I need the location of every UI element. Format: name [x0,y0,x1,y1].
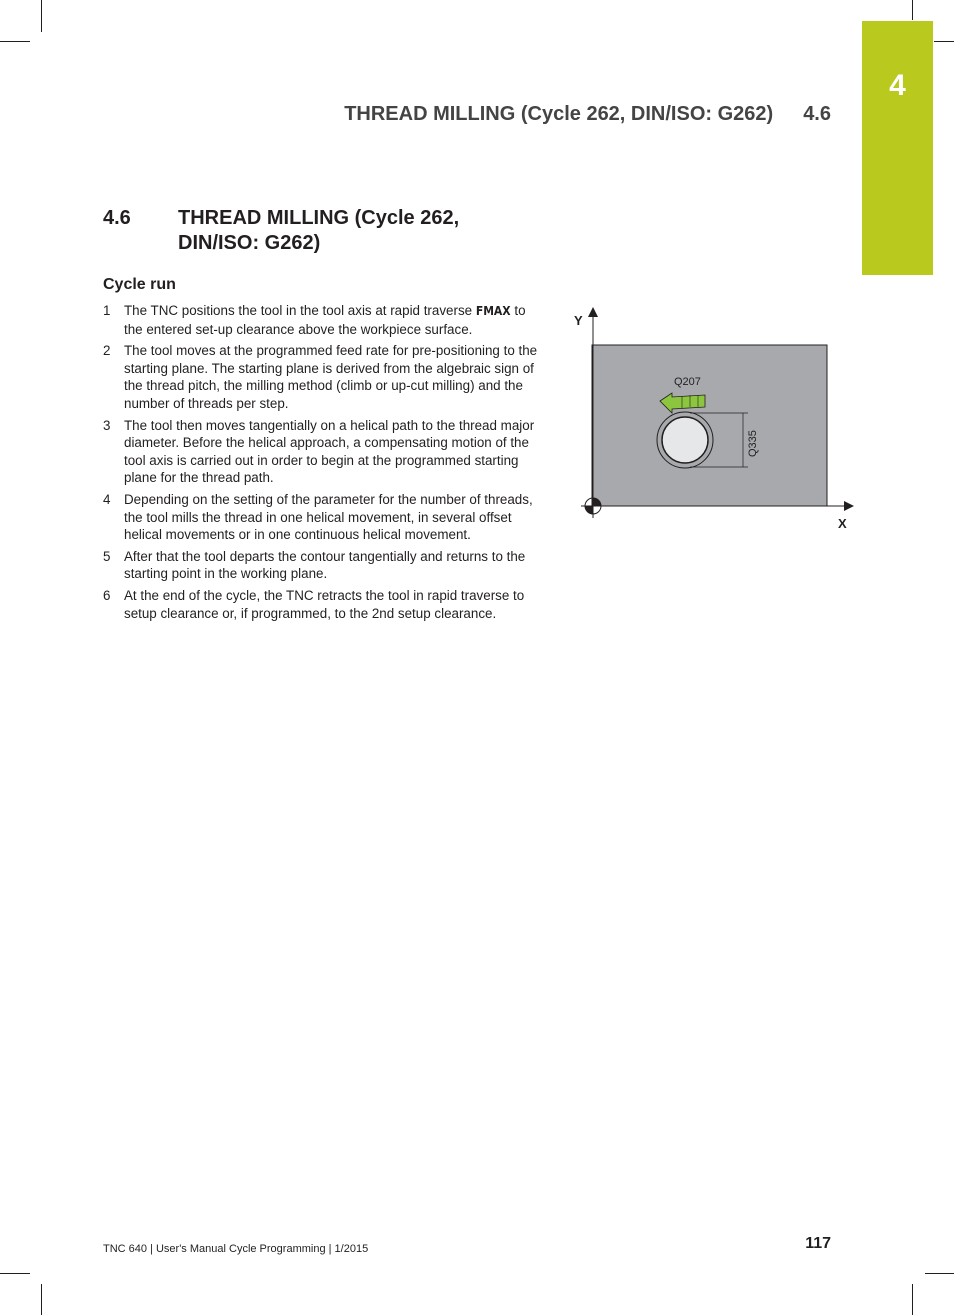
crop-mark [934,41,954,42]
step-text: After that the tool departs the contour tangentially and returns to the starting point in the working plane. [124,548,526,582]
crop-mark [912,1284,913,1315]
tool-circle [662,417,708,463]
q335-label: Q335 [747,430,759,457]
list-item [103,342,543,412]
step-text: The tool then moves tangentially on a helical path to the thread major diameter. Before the helical approach, a compensating motion of the tool axis is carried out in order to begin at the programmed starting plane for the thread path. [124,417,535,486]
list-item [103,587,543,622]
step-text: The TNC positions the tool in the tool axis at rapid traverse [124,303,476,318]
y-axis-label: Y [574,313,583,328]
chapter-number: 4 [889,69,906,102]
step-number: 1 [103,303,111,318]
crop-mark [41,0,42,32]
section-number: 4.6 [103,207,131,229]
cycle-steps-list [103,302,543,626]
page-number: 117 [805,1235,831,1252]
step-text: At the end of the cycle, the TNC retracts the tool in rapid traverse to setup clearance or, if programmed, to the 2nd setup clearance. [124,587,525,621]
thread-milling-diagram [570,305,855,535]
step-number: 6 [103,587,111,603]
section-heading: THREAD MILLING (Cycle 262, DIN/ISO: G262) [178,207,460,254]
running-head-title: THREAD MILLING (Cycle 262, DIN/ISO: G262) [344,103,774,125]
subheading: Cycle run [103,276,176,293]
step-text: to the entered set-up clearance above the workpiece surface. [124,303,526,337]
step-number: 5 [103,548,111,564]
footer-text: TNC 640 | User's Manual Cycle Programming | 1/2015 [103,1243,369,1255]
step-number: 3 [103,417,111,433]
crop-mark [0,1273,30,1274]
crop-mark [912,0,913,20]
crop-mark [925,1273,954,1274]
keyword-fmax: FMAX [475,304,511,318]
list-item [103,302,543,338]
list-item [103,417,543,487]
running-head [344,103,831,126]
chapter-tab [862,21,933,275]
list-item [103,548,543,583]
step-number: 2 [103,343,111,359]
crop-mark [41,1284,42,1315]
step-text: The tool moves at the programmed feed rate for pre-positioning to the starting plane. The starting plane is derived from the algebraic sign of the thread pitch, the milling method (climb or up-cut milling) and the number of threads per step. [124,343,538,411]
step-text: Depending on the setting of the parameter for the number of threads, the tool mills the thread in one helical movement, in several offset helical movements or in one continuous helical movement. [124,491,533,543]
crop-mark [0,41,30,42]
q207-label: Q207 [674,376,701,388]
list-item [103,491,543,544]
running-head-section: 4.6 [803,103,831,125]
step-number: 4 [103,491,111,507]
x-axis-label: X [838,516,847,531]
